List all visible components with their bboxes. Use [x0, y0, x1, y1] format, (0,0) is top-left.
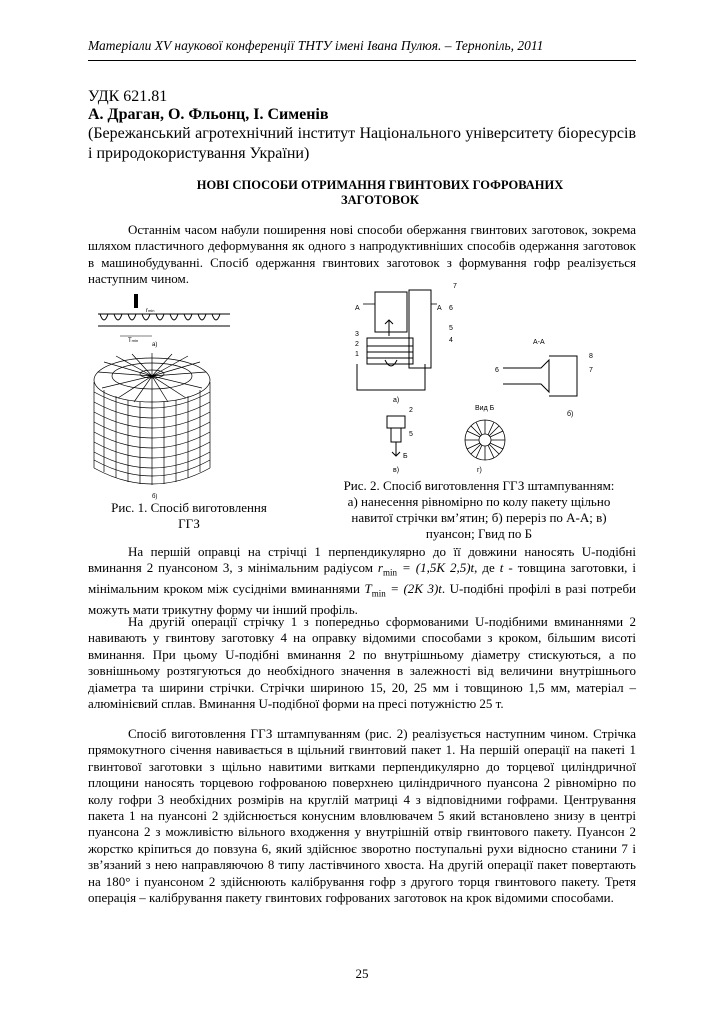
fig2-caption-line-2: а) нанесення рівномірно по колу пакету щільно — [347, 494, 611, 509]
num-7: 7 — [453, 283, 457, 290]
num-7b: 7 — [589, 367, 593, 374]
authors: А. Драган, О. Фльонц, І. Сименів — [88, 106, 329, 123]
num-5c: 5 — [409, 431, 413, 438]
paragraph-4: Спосіб виготовлення ГГЗ штампуванням (рис. 2) реалізується наступним чином. Стрічка прямокутного січення навивається в щільний гвинтовий пакет 1. На першій операції на пакеті 1 гвинтової заготовки з щільно навитими витками перпендикулярно до торцевої циліндричної площини наносять торцевою гофрованою поверхнею циліндричного пуансона 2 рівномірно по колу гофри 3 необхідних розмірів на круглій матриці 4 з відповідними гофрами. Центрування пакета 1 на пуансоні 2 здійснюється конусним вловлювачем 5 який встановлено знизу в центрі пуансона 2 з можливістю вільного входження у внутрішній отвір гвинтового пакету. Пуансон 2 жорстко кріпиться до повзуна 6, який здійснює зворотно поступальні рухи відносно станини 7 і зв’язаний з нею направляючою 8 типу ластівчиного хвоста. На другій операції пакет повертають на 180° і пуансоном 2 здійснюють калібрування гофр з другого торця гвинтового пакету. Третя операція – калібрування пакету гвинтових гофрованих заготовок на крок відомими способами. — [88, 726, 636, 906]
num-4: 4 — [449, 337, 453, 344]
fig1-label-b: б) — [152, 494, 158, 500]
label-b-arrow: Б — [403, 453, 408, 460]
fig2-caption-line-3: навитої стрічки вм’ятин; б) переріз по А-А; в) — [351, 510, 607, 525]
fig2-caption — [316, 478, 642, 542]
dovetail-section — [503, 356, 577, 396]
num-5: 5 — [449, 325, 453, 332]
fig2-label-g: г) — [477, 467, 482, 474]
paper-title — [150, 178, 610, 208]
rmin-label: rmin — [146, 308, 155, 314]
section-a-left: А — [355, 305, 360, 312]
page-number: 25 — [355, 966, 369, 981]
p2-part-c: - товщина заготовки, і мінімальним кроком між сусідніми вминаннями — [88, 560, 637, 597]
figure-2 — [345, 280, 625, 475]
u-dents — [100, 314, 220, 320]
fig1-label-a: а) — [152, 342, 158, 348]
fig2-label-b: б) — [567, 411, 574, 418]
affiliation: (Бережанський агротехнічний інститут Національного університету біоресурсів і природокористування України) — [88, 125, 636, 162]
fig1-caption-line-2: ГГЗ — [178, 516, 200, 531]
p2-part-b: , де — [474, 560, 495, 576]
num-6: 6 — [449, 305, 453, 312]
num-6b: 6 — [495, 367, 499, 374]
header-rule — [88, 60, 636, 61]
section-aa-label: А-А — [533, 339, 545, 346]
fig2-caption-line-4: пуансон; Гвид по Б — [425, 526, 533, 541]
tmin-label: Tmin — [128, 338, 139, 344]
p2-part-a: На першій оправці на стрічці 1 перпендикулярно до її довжини наносять U-подібні вминання 2 пуансоном 3, з мінімальним радіусом — [88, 544, 636, 576]
udk-code: УДК 621.81 — [88, 88, 168, 105]
num-3: 3 — [355, 331, 359, 338]
num-2c: 2 — [409, 407, 413, 414]
formula-tmin: $T_{min} = (2K$ 3)t — [364, 581, 442, 599]
fig2-caption-line-1: Рис. 2. Спосіб виготовлення ГГЗ штампуванням: — [343, 478, 615, 493]
formula-rmin: $r_{min} = (1,5K$ 2,5)t — [377, 560, 475, 578]
fig1-caption — [94, 500, 284, 532]
view-b-label: Вид Б — [475, 405, 495, 412]
num-2: 2 — [355, 341, 359, 348]
title-line-1: НОВІ СПОСОБИ ОТРИМАННЯ ГВИНТОВИХ ГОФРОВАНИХ — [196, 178, 564, 192]
num-8b: 8 — [589, 353, 593, 360]
fig1-caption-line-1: Рис. 1. Спосіб виготовлення — [111, 500, 267, 515]
figure-1 — [90, 292, 240, 502]
punch-rod — [134, 294, 138, 308]
section-a-right: А — [437, 305, 442, 312]
fig2-label-v: в) — [393, 467, 400, 474]
corrugated-package — [94, 353, 210, 485]
num-1: 1 — [355, 351, 359, 358]
paragraph-1: Останнім часом набули поширення нові способи обержання гвинтових заготовок, зокрема шляхом пластичного деформування як одного з напродуктивніших способів одержання заготовок в машинобудуванні. Спосіб одержання гвинтових заготовок з формування гофр реалізується наступним чином. — [88, 222, 636, 287]
formula-t: t — [499, 560, 504, 576]
view-b-circle — [465, 420, 505, 460]
fig2-label-a: а) — [393, 397, 400, 404]
press-assembly — [357, 290, 431, 390]
running-header: Матеріали XV наукової конференції ТНТУ імені Івана Пулюя. – Тернопіль, 2011 — [88, 38, 544, 53]
p2-part-d: . U-подібні профілі в разі потреби можуть мати трикутну форму чи інший профіль. — [88, 581, 637, 618]
paragraph-2 — [88, 544, 636, 619]
title-line-2: ЗАГОТОВОК — [340, 193, 419, 207]
punch-view — [387, 416, 405, 456]
paragraph-3: На другій операції стрічку 1 з попередньо сформованими U-подібними вминаннями 2 навивають у гвинтову заготовку 4 на оправку відомими способами з кроком, більшим висоті вминання. При цьому U-подібні вминання 2 по внутрішньому діаметру стискуються, а по зовнішньому розтягуються до необхідного значення в залежності від величини внутрішнього діаметра та ширини стрічки. Стрічки шириною 15, 20, 25 мм і товщиною 1,5 мм, матеріал – алюмінієвий сплав. Вминання U-подібної форми на пресі потужністю 25 т. — [88, 614, 636, 712]
